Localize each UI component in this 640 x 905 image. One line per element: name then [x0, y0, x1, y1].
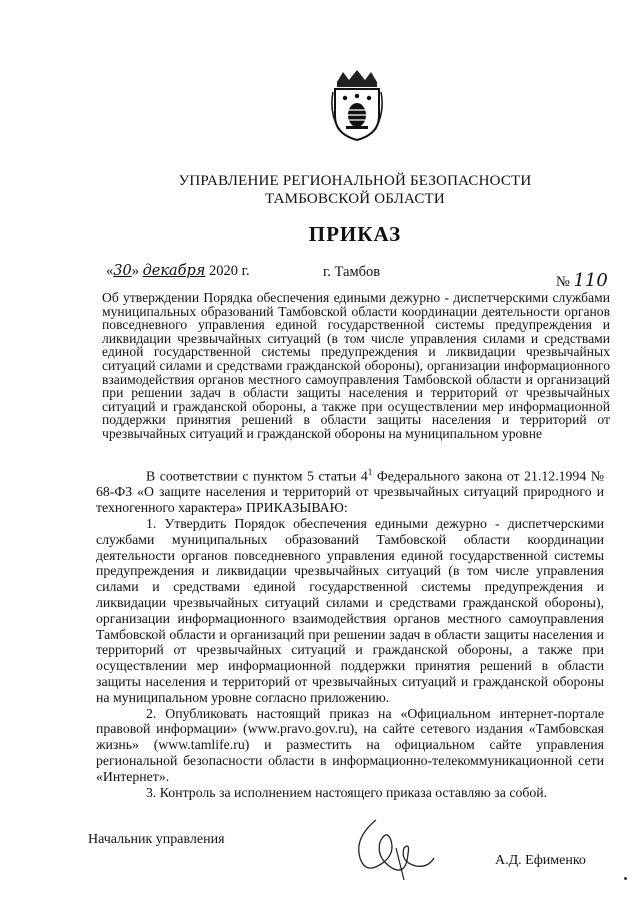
date-open-quote: « [106, 263, 114, 279]
signatory-name: А.Д. Ефименко [495, 853, 586, 868]
document-city: г. Тамбов [323, 264, 381, 280]
article-superscript: 1 [367, 467, 373, 477]
number-value: 110 [573, 270, 608, 291]
margin-mark [624, 877, 627, 880]
order-item-3: 3. Контроль за исполнением настоящего приказа оставляю за собой. [146, 784, 548, 800]
date-day: 30 [113, 263, 132, 279]
document-title: ПРИКАЗ [308, 222, 402, 246]
organization-name-line2: ТАМБОВСКОЙ ОБЛАСТИ [265, 191, 445, 207]
document-body [96, 465, 604, 800]
preamble-text-part1: В соответствии с пунктом 5 статьи 4 [146, 468, 368, 484]
coat-of-arms-icon [329, 68, 385, 142]
order-item-2: 2. Опубликовать настоящий приказ на «Официальном интернет-портале правовой информации» (www.pravo.gov.ru), на сайте сетевого издания «Тамбовская жизнь» (www.tamlife.ru) и разместить на официальном сайте управления региональной безопасности области в информационно-телекоммуникационной сети «Интернет». [96, 705, 604, 784]
preamble-text-part2: Федерального закона от 21.12.1994 № 68-ФЗ «О защите населения и территорий от чрезвычайных ситуаций природного и техногенного характера» ПРИКАЗЫВАЮ: [96, 468, 604, 516]
organization-name-line1: УПРАВЛЕНИЕ РЕГИОНАЛЬНОЙ БЕЗОПАСНОСТИ [178, 173, 532, 189]
document-number [556, 270, 608, 291]
date-month: декабря [142, 263, 206, 279]
document-subject: Об утверждении Порядка обеспечения едиными дежурно - диспетчерскими службами муниципальных образований Тамбовской области координации деятельности органов повседневного управления единой государственной системы предупреждения и ликвидации чрезвычайных ситуаций (в том числе управления силами и средствами единой государственной системы предупреждения и ликвидации чрезвычайных ситуаций силами и средствами гражданской обороны), организации информационного взаимодействия органов местного самоуправления Тамбовской области и организаций при решении задач в области защиты населения и территорий от чрезвычайных ситуаций и гражданской обороны, а также при осуществлении мер информационной поддержки принятия решений в области защиты населения и территорий от чрезвычайных ситуаций и гражданской обороны на муниципальном уровне [102, 290, 610, 441]
order-item-1: 1. Утвердить Порядок обеспечения едиными дежурно - диспетчерскими службами муниципальных образований Тамбовской области координации деятельности органов повседневного управления единой государственной системы предупреждения и ликвидации чрезвычайных ситуаций (в том числе управления силами и средствами единой государственной системы предупреждения и ликвидации чрезвычайных ситуаций силами и средствами гражданской обороны), организации информационного взаимодействия органов местного самоуправления Тамбовской области и организаций при решении задач в области защиты населения и территорий от чрезвычайных ситуаций и гражданской обороны, а также при осуществлении мер информационной поддержки принятия решений в области защиты населения и территорий от чрезвычайных ситуаций и гражданской обороны на муниципальном уровне согласно приложению. [96, 515, 604, 705]
date-year: 2020 г. [209, 263, 250, 279]
document-date [106, 263, 250, 280]
handwritten-signature-icon [346, 818, 436, 883]
date-close-quote: » [131, 263, 139, 279]
signatory-role: Начальник управления [88, 832, 225, 847]
preamble-paragraph [96, 465, 604, 516]
number-prefix: № [556, 274, 570, 290]
